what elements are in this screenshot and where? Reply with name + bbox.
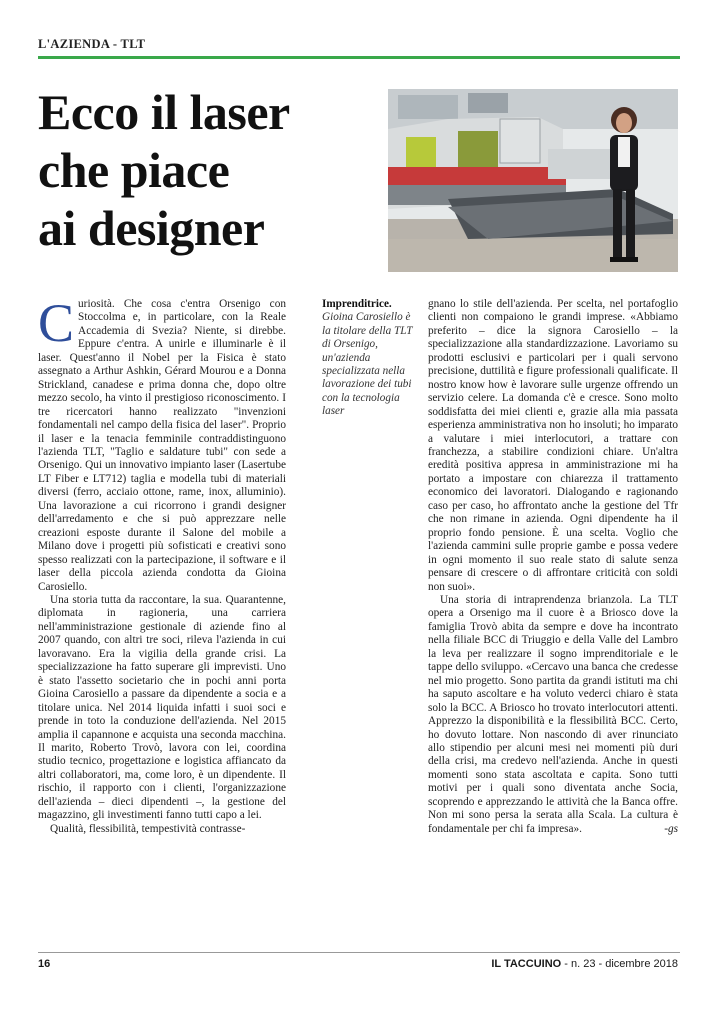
headline-line-2: che piace — [38, 142, 230, 198]
headline-line-3: ai designer — [38, 200, 265, 256]
article-photo — [388, 89, 678, 272]
caption-text: Gioina Carosiello è la titolare della TLT di Orsenigo, un'azienda specializzata nella lavorazione dei tubi con la tecnologia laser — [322, 311, 413, 418]
paragraph — [428, 594, 678, 836]
publication-info — [491, 958, 678, 970]
paragraph: Qualità, flessibilità, tempestività contrasse- — [50, 822, 246, 835]
headline — [38, 83, 378, 257]
author-signature: -gs — [664, 822, 678, 835]
photo-caption — [322, 298, 414, 419]
page-number: 16 — [38, 958, 51, 970]
drop-cap: C — [38, 293, 75, 353]
laser-machine-photo — [388, 89, 678, 272]
publication-name: IL TACCUINO — [491, 958, 562, 970]
issue-info: - n. 23 - dicembre 2018 — [561, 958, 678, 970]
caption-title: Imprenditrice. — [322, 298, 392, 310]
article-column-1 — [38, 293, 286, 836]
paragraph-intro — [38, 293, 286, 594]
headline-line-1: Ecco il laser — [38, 84, 290, 140]
paragraph-text: Una storia di intraprendenza brianzola. La TLT opera a Orsenigo ma il cuore è a Briosco dove la famiglia Trovò abita da sempre e dove ha incontrato nella filiale BCC di Triuggio e della Valle del Lambro la leva per realizzare il sogno imprenditoriale e le tappe dello sviluppo. «Cercavo una banca che credesse nel mio progetto. Sono partita da grandi istituti ma chi ha saputo ascoltare e ha voluto vederci chiaro è stata solo la BCC. A Briosco ho trovato interlocutori attenti. Apprezzo la disponibilità e la flessibilità BCC. Certo, ho dovuto lottare. Non nascondo di aver rinunciato allo stipendio per alcuni mesi nei momenti più duri della crisi, ma credevo nell'azienda. Anche in questi momenti sono stata ascoltata e capita. Sono tutti motivi per i quali sono diventata anche Socia, scoprendo e apprezzando le attività che la Banca offre. Non mi sono persa la serata alla Scala. La cultura è fondamentale per chi fa impresa». — [428, 593, 678, 835]
footer-rule — [38, 952, 680, 953]
section-label: L'AZIENDA - TLT — [38, 37, 146, 51]
paragraph: Una storia tutta da raccontare, la sua. Quarantenne, diplomata in ragioneria, una carriera nell'amministrazione gestionale di aziende fino al 2007 quando, con altri tre soci, rileva l'azienda in cui lavoravano. Era la vigilia della grande crisi. La specializzazione ha fatto superare gli imprevisti. Uno è stato l'assetto societario che in pochi anni porta Gioina Carosiello a passare da dipendente a socia e a titolare unica. Nel 2014 liquida infatti i suoi soci e prende in toto la conduzione dell'azienda. Nel 2015 amplia il capannone e acquista una seconda macchina. Il marito, Roberto Trovò, lavora con lei, coordina studio tecnico, progettazione e logistica affiancato da altri collaboratori, ma, come loro, è un dipendente. Il rischio, il rapporto con i clienti, l'organizzazione dell'azienda – dieci dipendenti –, la gestione del magazzino, gli investimenti fanno tutti capo a lei. — [38, 593, 286, 822]
article-column-2 — [428, 298, 678, 836]
paragraph: gnano lo stile dell'azienda. Per scelta, nel portafoglio clienti non compaiono le grandi imprese. «Abbiamo preferito – dice la signora Carosiello – la specializzazione alla standardizzazione. Lavoriamo su prodotti esclusivi e particolari per i quali servono precisione, duttilità e figure professionali qualificate. Il nostro know how è lavorare sulle urgenze offrendo un servizio celere. La domanda c'è e cresce. Sono molto soddisfatta dei miei clienti e, grazie alla mia passata esperienza amministrativa non ho insoluti; ho imparato a valutare i miei interlocutori, a trattare con franchezza, a stabilire condizioni chiare. Un'altra eredità positiva appresa in amministrazione mi ha portato a impostare con chiarezza il trattamento economico dei lavoratori. Dialogando e ragionando caso per caso, ho affrontato anche la gestione del Tfr che non rimane in azienda. Ogni dipendente ha il proprio fondo pensione. È una scelta. Voglio che l'azienda cammini sulle proprie gambe e possa vedere in ogni momento il suo reale stato di salute senza pensare di crescere o di affrontare criticità con soldi non suoi». — [428, 298, 678, 593]
paragraph-intro-text: uriosità. Che cosa c'entra Orsenigo con Stoccolma e, in particolare, con la Reale Accademia di Svezia? Niente, si direbbe. Eppure c'entra. A unirle e illuminarle è il laser. Quest'anno il Nobel per la Fisica è stato assegnato a Arthur Ashkin, Gérard Mourou e a Donna Strickland, canadese e prima donna che, dopo oltre mezzo secolo, ha vinto il prestigioso riconoscimento. I tre ricercatori hanno realizzato "invenzioni fondamentali nel campo della fisica del laser". Proprio il laser e la tenacia femminile contraddistinguono l'azienda TLT, "Taglio e saldature tubi" con sede a Orsenigo. Qui un innovativo impianto laser (Lasertube LT Fiber e LT712) taglia e modella tubi di materiali diversi (ferro, acciaio ottone, rame, inox, alluminio). Una lavorazione a cui ricorrono i grandi designer dell'arredamento e che si può apprezzare nelle creazioni esposte durante il Salone del mobile a Milano dove i progetti più sofisticati e creativi sono spesso realizzati con la partecipazione, il software e il laser della piccola azienda condotta da Gioina Carosiello. — [38, 298, 286, 593]
header-rule — [38, 56, 680, 59]
